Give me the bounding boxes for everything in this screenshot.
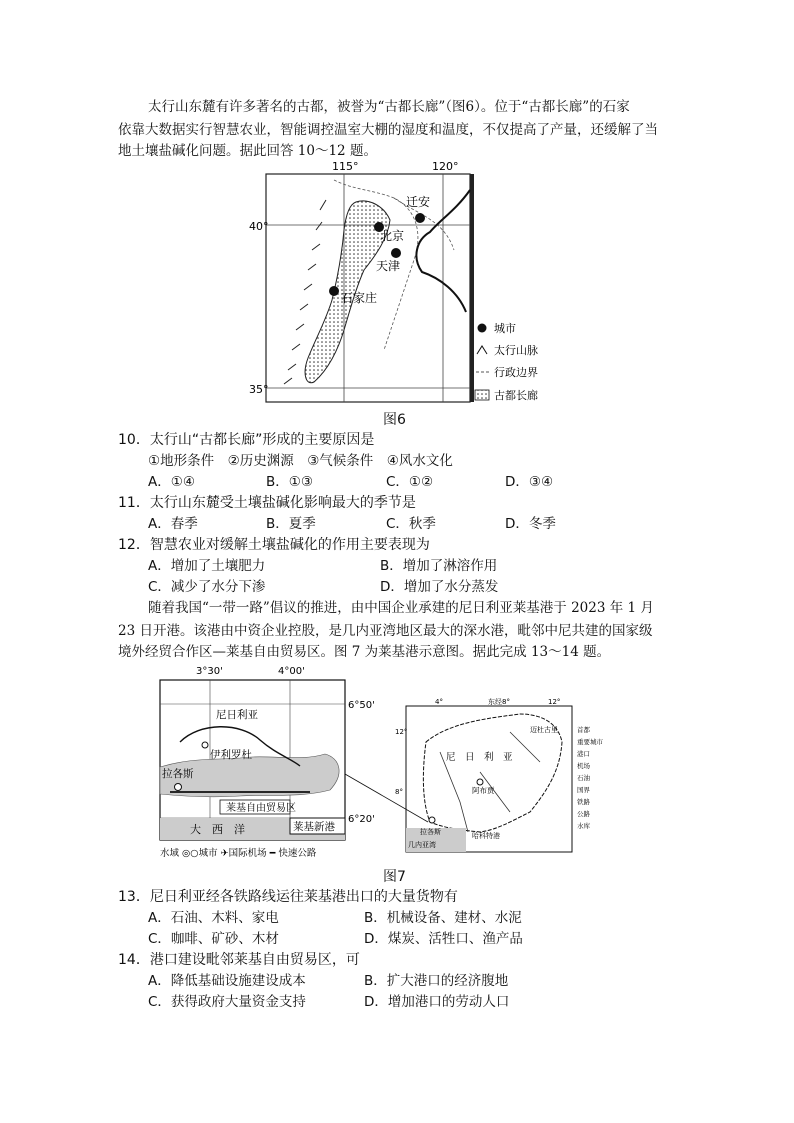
lat-label-40: 40° (249, 220, 269, 233)
q12-stem: 12．智慧农业对缓解土壤盐碱化的作用主要表现为 (118, 537, 430, 553)
svg-text:重要城市: 重要城市 (577, 738, 603, 746)
figure-6-caption: 图6 (383, 412, 406, 428)
intro2-line1: 随着我国“一带一路”倡议的推进，由中国企业承建的尼日利亚莱基港于 2023 年 1 月 (148, 600, 654, 616)
q13-option-a[interactable]: A．石油、木料、家电 (148, 910, 279, 926)
fig7-left-legend: 水域 ◎○城市 ✈国际机场 ━ 快速公路 (160, 848, 317, 859)
city-qianan-marker (415, 213, 425, 223)
q13-option-b[interactable]: B．机械设备、建材、水泥 (364, 910, 522, 926)
svg-text:公路: 公路 (577, 810, 590, 818)
svg-text:城市: 城市 (494, 322, 516, 335)
intro2-line3: 境外经贸合作区—莱基自由贸易区。图 7 为莱基港示意图。据此完成 13～14 题。 (118, 644, 611, 660)
fig7-right-ph: 哈科特港 (472, 832, 500, 840)
q11-option-d[interactable]: D．冬季 (505, 516, 556, 532)
q14-option-a[interactable]: A．降低基础设施建设成本 (148, 973, 306, 989)
svg-text:4°: 4° (435, 698, 443, 706)
figure-7-caption: 图7 (383, 869, 406, 885)
svg-text:3°30': 3°30' (196, 666, 223, 677)
q11-option-a[interactable]: A．春季 (148, 516, 198, 532)
q13-option-c[interactable]: C．咖啡、矿砂、木材 (148, 931, 279, 947)
svg-text:水库: 水库 (577, 822, 590, 830)
fig7-right-gulf: 几内亚湾 (408, 841, 436, 849)
fig7-left-ftz: 莱基自由贸易区 (226, 803, 296, 814)
city-shijiazhuang-label: 石家庄 (341, 291, 378, 305)
lon-label-115: 115° (332, 160, 359, 173)
svg-text:机场: 机场 (577, 762, 590, 770)
svg-text:行政边界: 行政边界 (494, 366, 538, 379)
svg-text:首都: 首都 (577, 726, 590, 734)
q13-option-d[interactable]: D．煤炭、活牲口、渔产品 (364, 931, 523, 947)
q14-option-d[interactable]: D．增加港口的劳动人口 (364, 994, 510, 1010)
svg-text:港口: 港口 (577, 750, 590, 758)
svg-text:12°: 12° (548, 698, 561, 706)
lon-label-120: 120° (432, 160, 459, 173)
fig7-left-ikorodu: 伊利罗杜 (210, 749, 252, 761)
q14-option-b[interactable]: B．扩大港口的经济腹地 (364, 973, 509, 989)
svg-text:8°: 8° (395, 788, 403, 796)
svg-text:铁路: 铁路 (577, 798, 590, 806)
fig7-right-lagos: 拉各斯 (420, 828, 441, 836)
q12-option-d[interactable]: D．增加了水分蒸发 (380, 579, 499, 595)
svg-text:12°: 12° (395, 728, 408, 736)
intro2-line2: 23 日开港。该港由中资企业控股，是几内亚湾地区最大的深水港，毗邻中尼共建的国家级 (118, 623, 653, 639)
svg-text:太行山脉: 太行山脉 (494, 344, 538, 357)
fig7-right-abuja: 阿布贾 (472, 786, 495, 795)
fig7-right-nigeria: 尼 日 利 亚 (446, 752, 513, 763)
svg-text:4°00': 4°00' (278, 666, 305, 677)
q10-option-b[interactable]: B．①③ (266, 474, 313, 490)
intro1-line1: 太行山东麓有许多著名的古都，被誉为“古都长廊”（图6）。位于“古都长廊”的石家 (148, 99, 630, 115)
svg-text:古都长廊: 古都长廊 (494, 389, 538, 402)
q10-option-c[interactable]: C．①② (386, 474, 434, 490)
q11-option-b[interactable]: B．夏季 (266, 516, 316, 532)
q10-option-d[interactable]: D．③④ (505, 474, 554, 490)
q10-stem: 10．太行山“古都长廊”形成的主要原因是 (118, 432, 375, 448)
city-beijing-label: 北京 (380, 229, 405, 243)
q12-option-c[interactable]: C．减少了水分下渗 (148, 579, 266, 595)
svg-text:6°20': 6°20' (348, 814, 375, 825)
fig7-left-nigeria: 尼日利亚 (216, 709, 258, 721)
q10-option-a[interactable]: A．①④ (148, 474, 195, 490)
fig6-legend (475, 322, 538, 402)
figure-7-map (150, 662, 603, 862)
fig7-right-maiduguri: 迈杜古里 (530, 726, 558, 734)
q12-option-b[interactable]: B．增加了淋溶作用 (380, 558, 498, 574)
city-qianan-label: 迁安 (406, 195, 431, 209)
figure-6-map (244, 160, 544, 410)
svg-text:国界: 国界 (577, 786, 590, 794)
fig7-right-legend (577, 725, 604, 830)
fig7-left-lagos: 拉各斯 (162, 768, 194, 780)
q10-items: ①地形条件 ②历史渊源 ③气候条件 ④风水文化 (148, 453, 453, 469)
city-tianjin-label: 天津 (376, 259, 401, 273)
city-shijiazhuang-marker (329, 286, 339, 296)
svg-text:东经8°: 东经8° (488, 698, 510, 706)
q14-stem: 14．港口建设毗邻莱基自由贸易区，可 (118, 952, 360, 968)
svg-text:石油: 石油 (577, 774, 590, 782)
q11-stem: 11．太行山东麓受土壤盐碱化影响最大的季节是 (118, 495, 416, 511)
intro1-line3: 地土壤盐碱化问题。据此回答 10～12 题。 (118, 143, 377, 159)
lat-label-35: 35° (249, 383, 269, 396)
q11-option-c[interactable]: C．秋季 (386, 516, 436, 532)
q13-stem: 13．尼日利亚经各铁路线运往莱基港出口的大量货物有 (118, 889, 458, 905)
intro1-line2: 依靠大数据实行智慧农业，智能调控温室大棚的湿度和温度，不仅提高了产量，还缓解了当 (118, 122, 658, 138)
svg-text:6°50': 6°50' (348, 700, 375, 711)
q12-option-a[interactable]: A．增加了土壤肥力 (148, 558, 266, 574)
city-tianjin-marker (391, 248, 401, 258)
fig7-left-atlantic: 大 西 洋 (190, 823, 245, 836)
q14-option-c[interactable]: C．获得政府大量资金支持 (148, 994, 306, 1010)
fig7-left-lekki-port: 莱基新港 (293, 821, 335, 833)
